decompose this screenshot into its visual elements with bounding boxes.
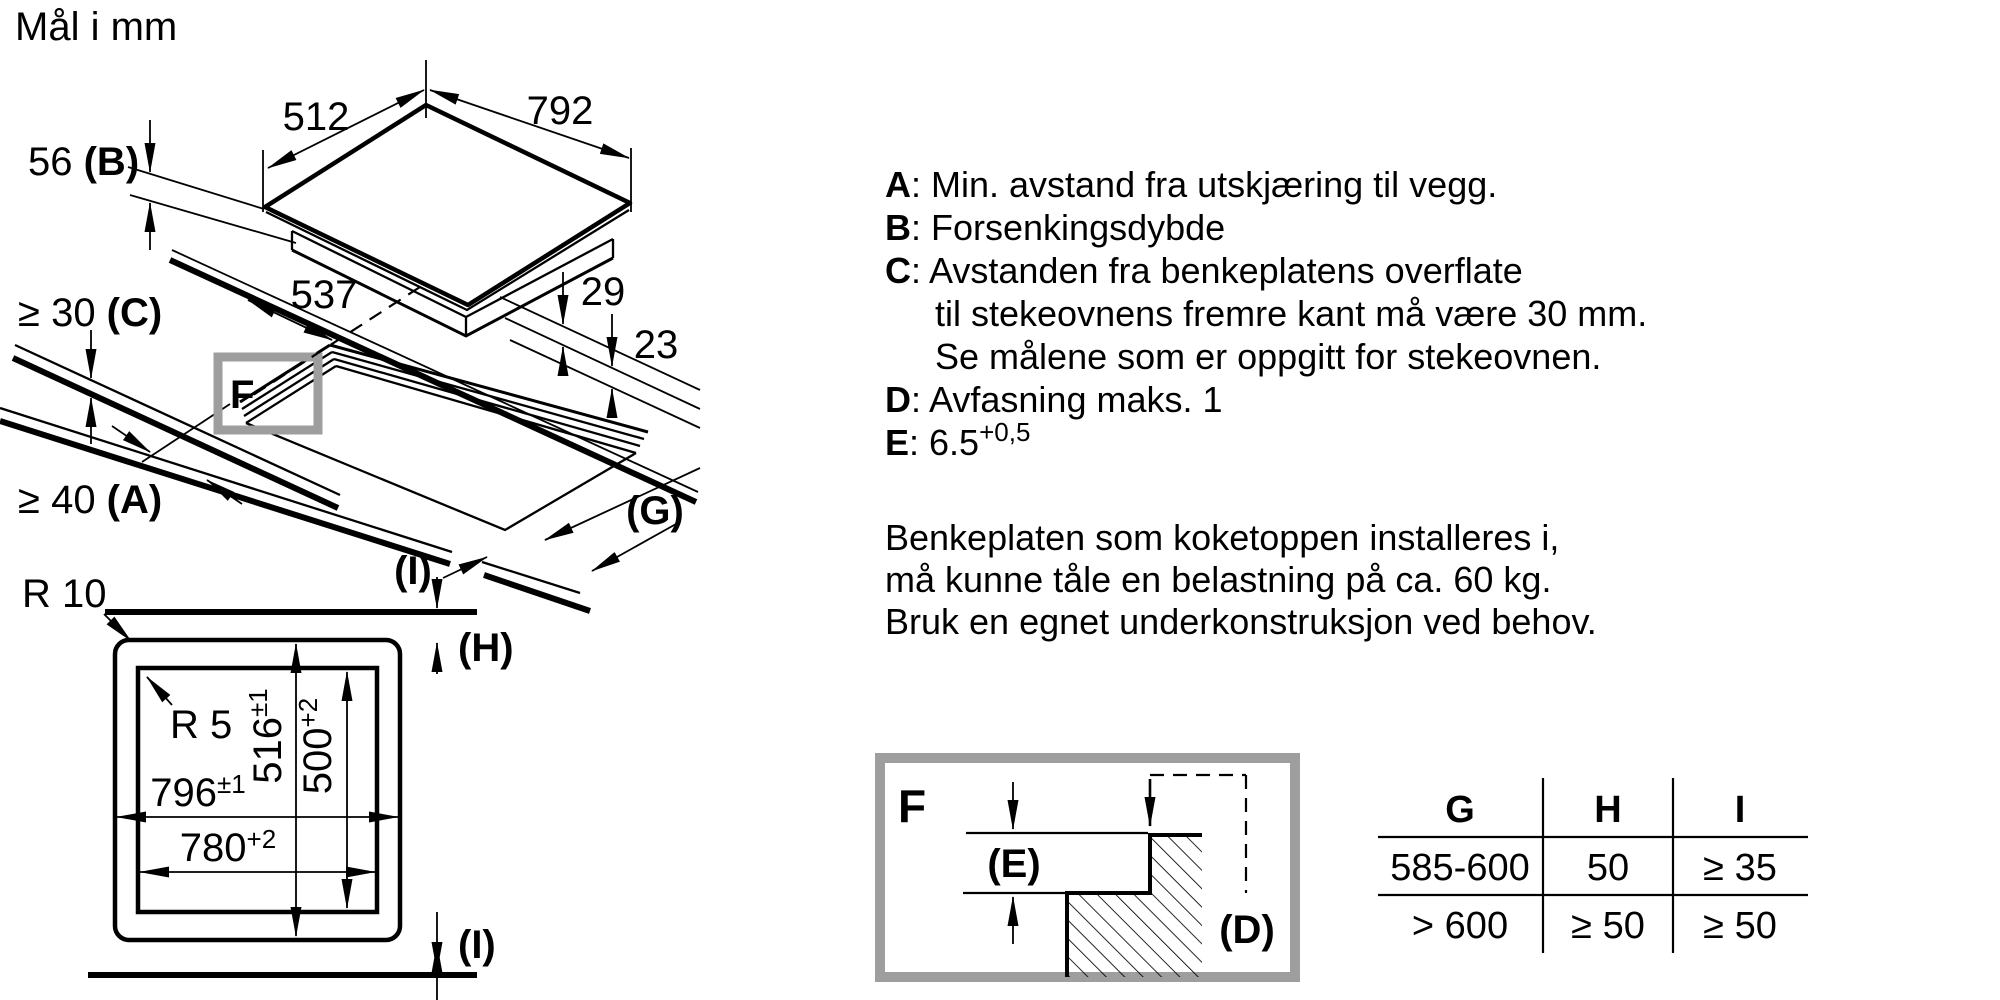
table-cell: > 600 <box>1411 905 1509 947</box>
note-line-3: Bruk en egnet underkonstruksjon ved behov. <box>885 601 1597 642</box>
dim-500: $500^{+2}$ <box>293 697 340 795</box>
detail-f-view <box>880 758 1295 977</box>
legend-line-c3: Se målene som er oppgitt for stekeovnen. <box>935 336 1602 377</box>
detail-f-label: F <box>898 780 927 832</box>
table-header-g: G <box>1445 789 1475 831</box>
dim-516: $516^{\pm 1}$ <box>243 688 290 784</box>
note-paragraph <box>885 517 1597 642</box>
legend-line-d: D: Avfasning maks. 1 <box>885 379 1223 420</box>
isometric-view <box>0 60 700 611</box>
label-r10: R 10 <box>22 572 107 616</box>
legend-line-c: C: Avstanden fra benkeplatens overflate <box>885 250 1523 291</box>
table-header-h: H <box>1594 789 1622 831</box>
dim-d-label: (D) <box>1219 908 1275 952</box>
dim-h-plan: (H) <box>458 626 514 670</box>
table-row <box>1390 847 1777 889</box>
dim-56-b: 56 (B) <box>28 140 140 184</box>
f-callout-label: F <box>230 373 255 417</box>
dim-e-label: (E) <box>987 842 1041 886</box>
table-header-i: I <box>1734 789 1746 831</box>
dim-min40-a: ≥ 40 (A) <box>18 478 163 522</box>
cutout-front-edges <box>246 423 636 530</box>
legend-line-c2: til stekeovnens fremre kant må være 30 mm. <box>935 293 1648 334</box>
label-r5: R 5 <box>170 703 233 747</box>
cutout-stepped-edges <box>240 345 648 530</box>
plan-view <box>22 572 514 1000</box>
legend-line-e: E: $6.5^{+0,5}$ <box>885 417 1031 463</box>
dim-792: 792 <box>526 89 594 133</box>
hatched-material <box>1067 835 1202 977</box>
dim-min30-c: ≥ 30 (C) <box>18 291 163 335</box>
dim-512: 512 <box>282 95 350 139</box>
legend-line-a: A: Min. avstand fra utskjæring til vegg. <box>885 164 1498 205</box>
note-line-2: må kunne tåle en belastning på ca. 60 kg. <box>885 559 1552 600</box>
clearance-table <box>1378 778 1808 953</box>
legend-line-b: B: Forsenkingsdybde <box>885 207 1226 248</box>
dim-780: $780^{+2}$ <box>179 824 277 870</box>
dim-796: $796^{\pm 1}$ <box>150 769 246 815</box>
table-cell: 585-600 <box>1390 847 1530 889</box>
table-row <box>1412 905 1777 947</box>
table-cell: ≥ 50 <box>1703 905 1777 947</box>
table-cell: ≥ 35 <box>1703 847 1777 889</box>
table-cell: ≥ 50 <box>1571 905 1645 947</box>
edge-c-thin <box>15 345 340 495</box>
table-cell: 50 <box>1586 847 1630 889</box>
dim-537: 537 <box>290 273 358 317</box>
dim-i-iso: (I) <box>394 549 432 593</box>
dim-i-plan: (I) <box>458 923 496 967</box>
dim-23: 23 <box>633 323 679 367</box>
dim-g-iso: (G) <box>626 489 684 533</box>
note-line-1: Benkeplaten som koketoppen installeres i, <box>885 517 1560 558</box>
page-title: Mål i mm <box>15 5 178 49</box>
dim-29: 29 <box>580 270 626 314</box>
legend-text <box>885 164 1647 463</box>
